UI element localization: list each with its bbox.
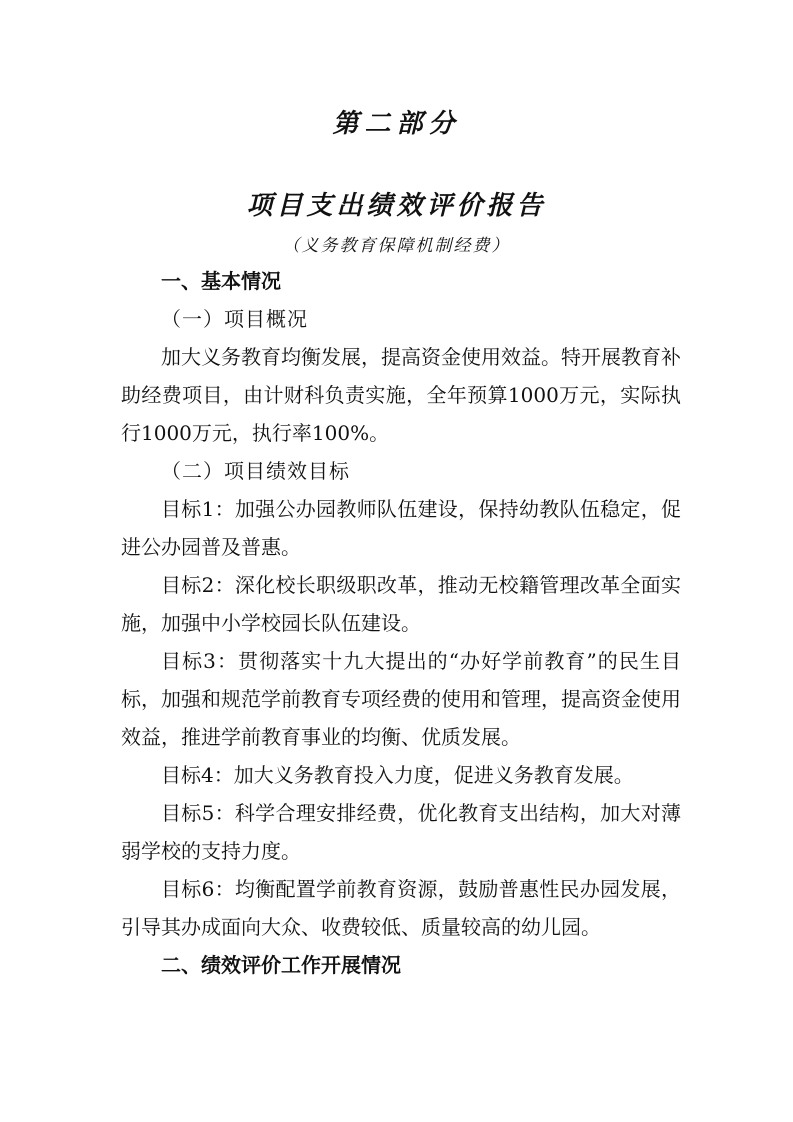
report-subtitle: （义务教育保障机制经费） — [282, 236, 511, 256]
subsection-heading-performance-goals: （二）项目绩效目标 — [161, 459, 350, 483]
section-heading-basic-info: 一、基本情况 — [161, 269, 281, 293]
paragraph-project-overview: 加大义务教育均衡发展，提高资金使用效益。特开展教育补助经费项目，由计财科负责实施，全年预算1000万元，实际执行1000万元，执行率100%。 — [121, 345, 681, 445]
document-body — [121, 262, 681, 984]
subsection-heading-project-overview: （一）项目概况 — [161, 307, 308, 331]
paragraph-goal-3: 目标3：贯彻落实十九大提出的“办好学前教育”的民生目标，加强和规范学前教育专项经费的使用和管理，提高资金使用效益，推进学前教育事业的均衡、优质发展。 — [121, 649, 681, 749]
section-heading-evaluation-work: 二、绩效评价工作开展情况 — [161, 953, 401, 977]
paragraph-goal-1: 目标1：加强公办园教师队伍建设，保持幼教队伍稳定，促进公办园普及普惠。 — [121, 497, 681, 559]
report-title: 项目支出绩效评价报告 — [246, 191, 547, 221]
paragraph-goal-2: 目标2：深化校长职级职改革，推动无校籍管理改革全面实施，加强中小学校园长队伍建设。 — [121, 573, 681, 635]
paragraph-goal-5: 目标5：科学合理安排经费，优化教育支出结构，加大对薄弱学校的支持力度。 — [121, 801, 681, 863]
paragraph-goal-4: 目标4：加大义务教育投入力度，促进义务教育发展。 — [161, 763, 634, 787]
part-title: 第二部分 — [332, 109, 461, 139]
paragraph-goal-6: 目标6：均衡配置学前教育资源，鼓励普惠性民办园发展，引导其办成面向大众、收费较低、质量较高的幼儿园。 — [121, 877, 681, 939]
